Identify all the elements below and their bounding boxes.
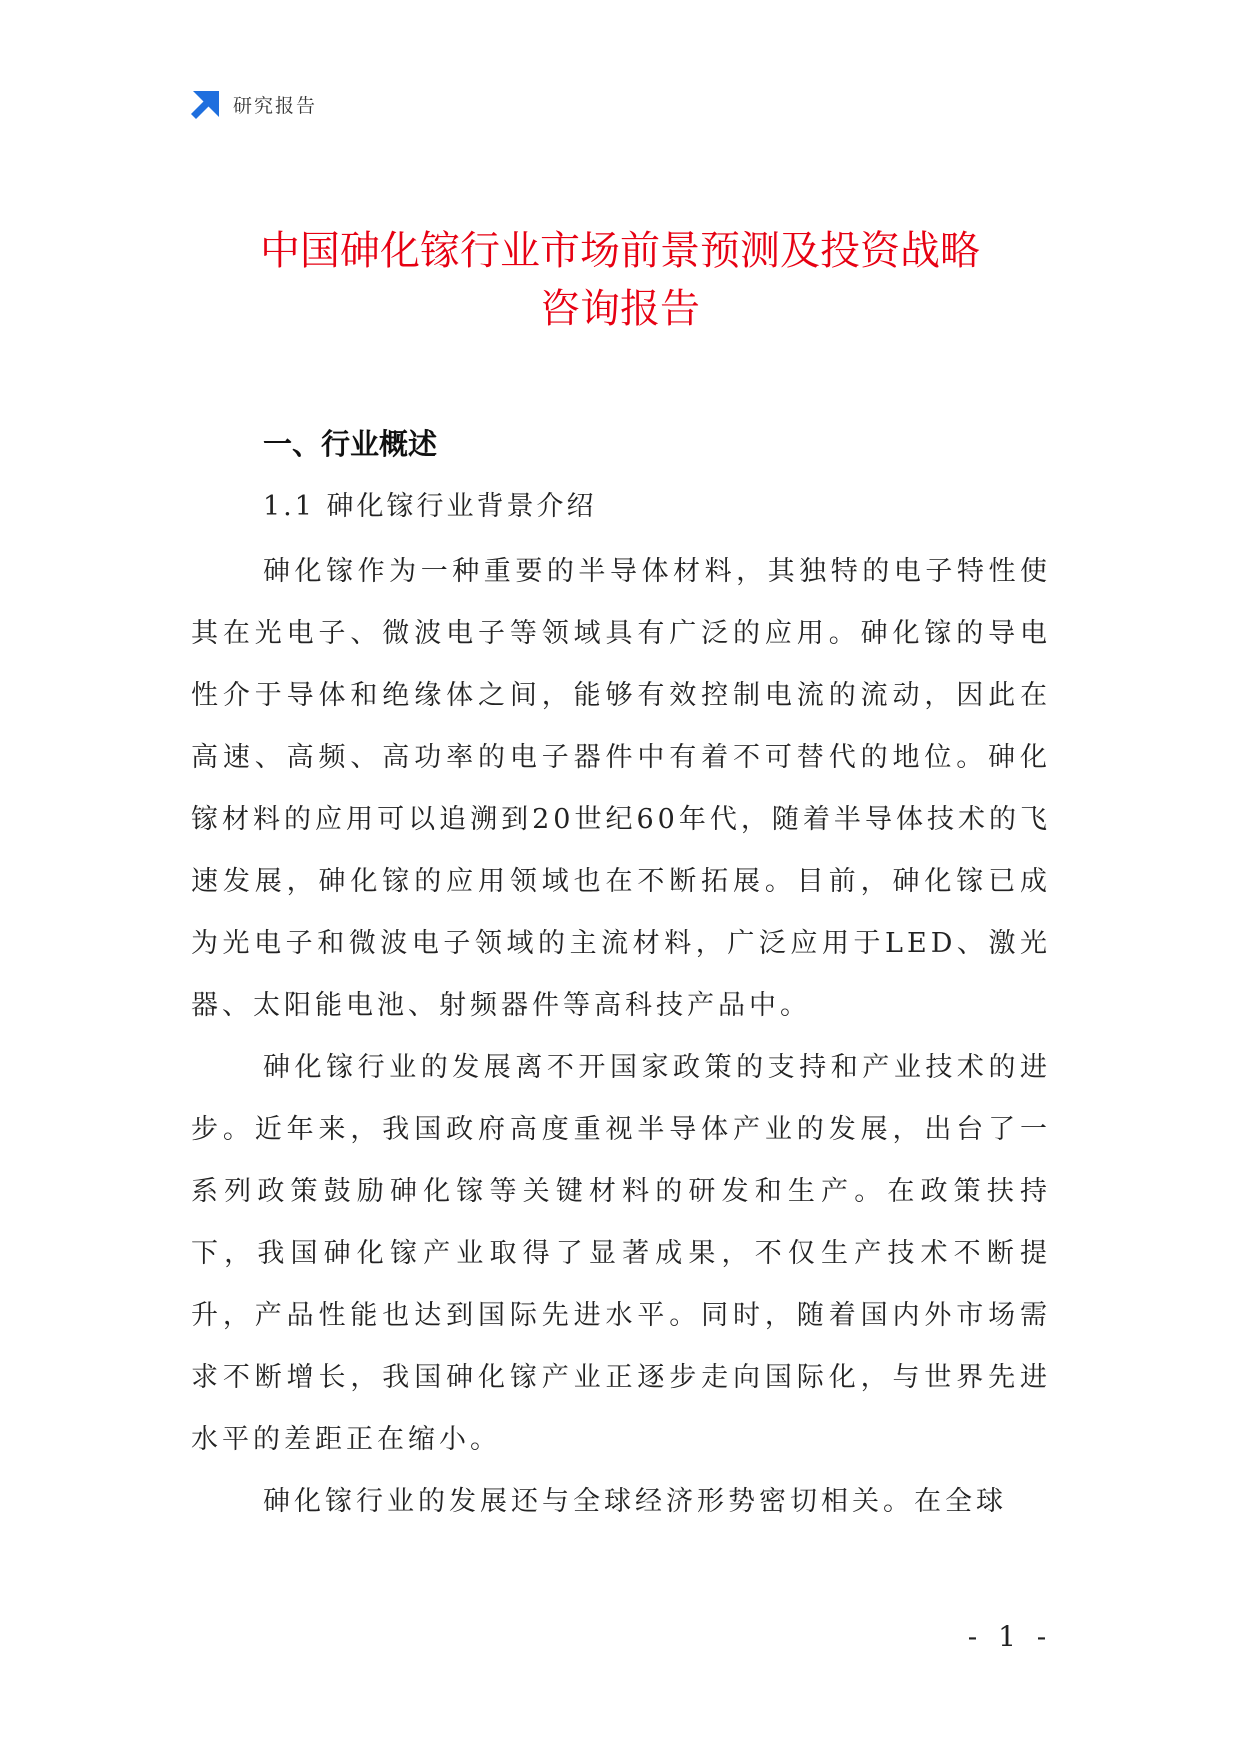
paragraph-2: 砷化镓行业的发展离不开国家政策的支持和产业技术的进步。近年来，我国政府高度重视半导体产业的发展，出台了一系列政策鼓励砷化镓等关键材料的研发和生产。在政策扶持下，我国砷化镓产业取得了显著成果，不仅生产技术不断提升，产品性能也达到国际先进水平。同时，随着国内外市场需求不断增长，我国砷化镓产业正逐步走向国际化，与世界先进水平的差距正在缩小。 — [191, 1052, 1051, 1455]
report-title — [190, 222, 1050, 338]
section-heading: 一、行业概述 — [263, 427, 438, 461]
header-label: 研究报告 — [233, 94, 318, 117]
report-title-line-1: 中国砷化镓行业市场前景预测及投资战略 — [260, 228, 980, 274]
subsection-heading: 1.1 砷化镓行业背景介绍 — [263, 491, 597, 522]
report-title-line-2: 咨询报告 — [540, 286, 700, 332]
arrow-up-right-icon — [189, 87, 223, 121]
paragraph-3: 砷化镓行业的发展还与全球经济形势密切相关。在全球 — [263, 1486, 1007, 1517]
document-header — [189, 86, 317, 122]
body-text — [191, 541, 1051, 1533]
page-number: - 1 - — [967, 1620, 1053, 1653]
paragraph-1: 砷化镓作为一种重要的半导体材料，其独特的电子特性使其在光电子、微波电子等领域具有广泛的应用。砷化镓的导电性介于导体和绝缘体之间，能够有效控制电流的流动，因此在高速、高频、高功率的电子器件中有着不可替代的地位。砷化镓材料的应用可以追溯到20世纪60年代，随着半导体技术的飞速发展，砷化镓的应用领域也在不断拓展。目前，砷化镓已成为光电子和微波电子领域的主流材料，广泛应用于LED、激光器、太阳能电池、射频器件等高科技产品中。 — [191, 556, 1051, 1021]
